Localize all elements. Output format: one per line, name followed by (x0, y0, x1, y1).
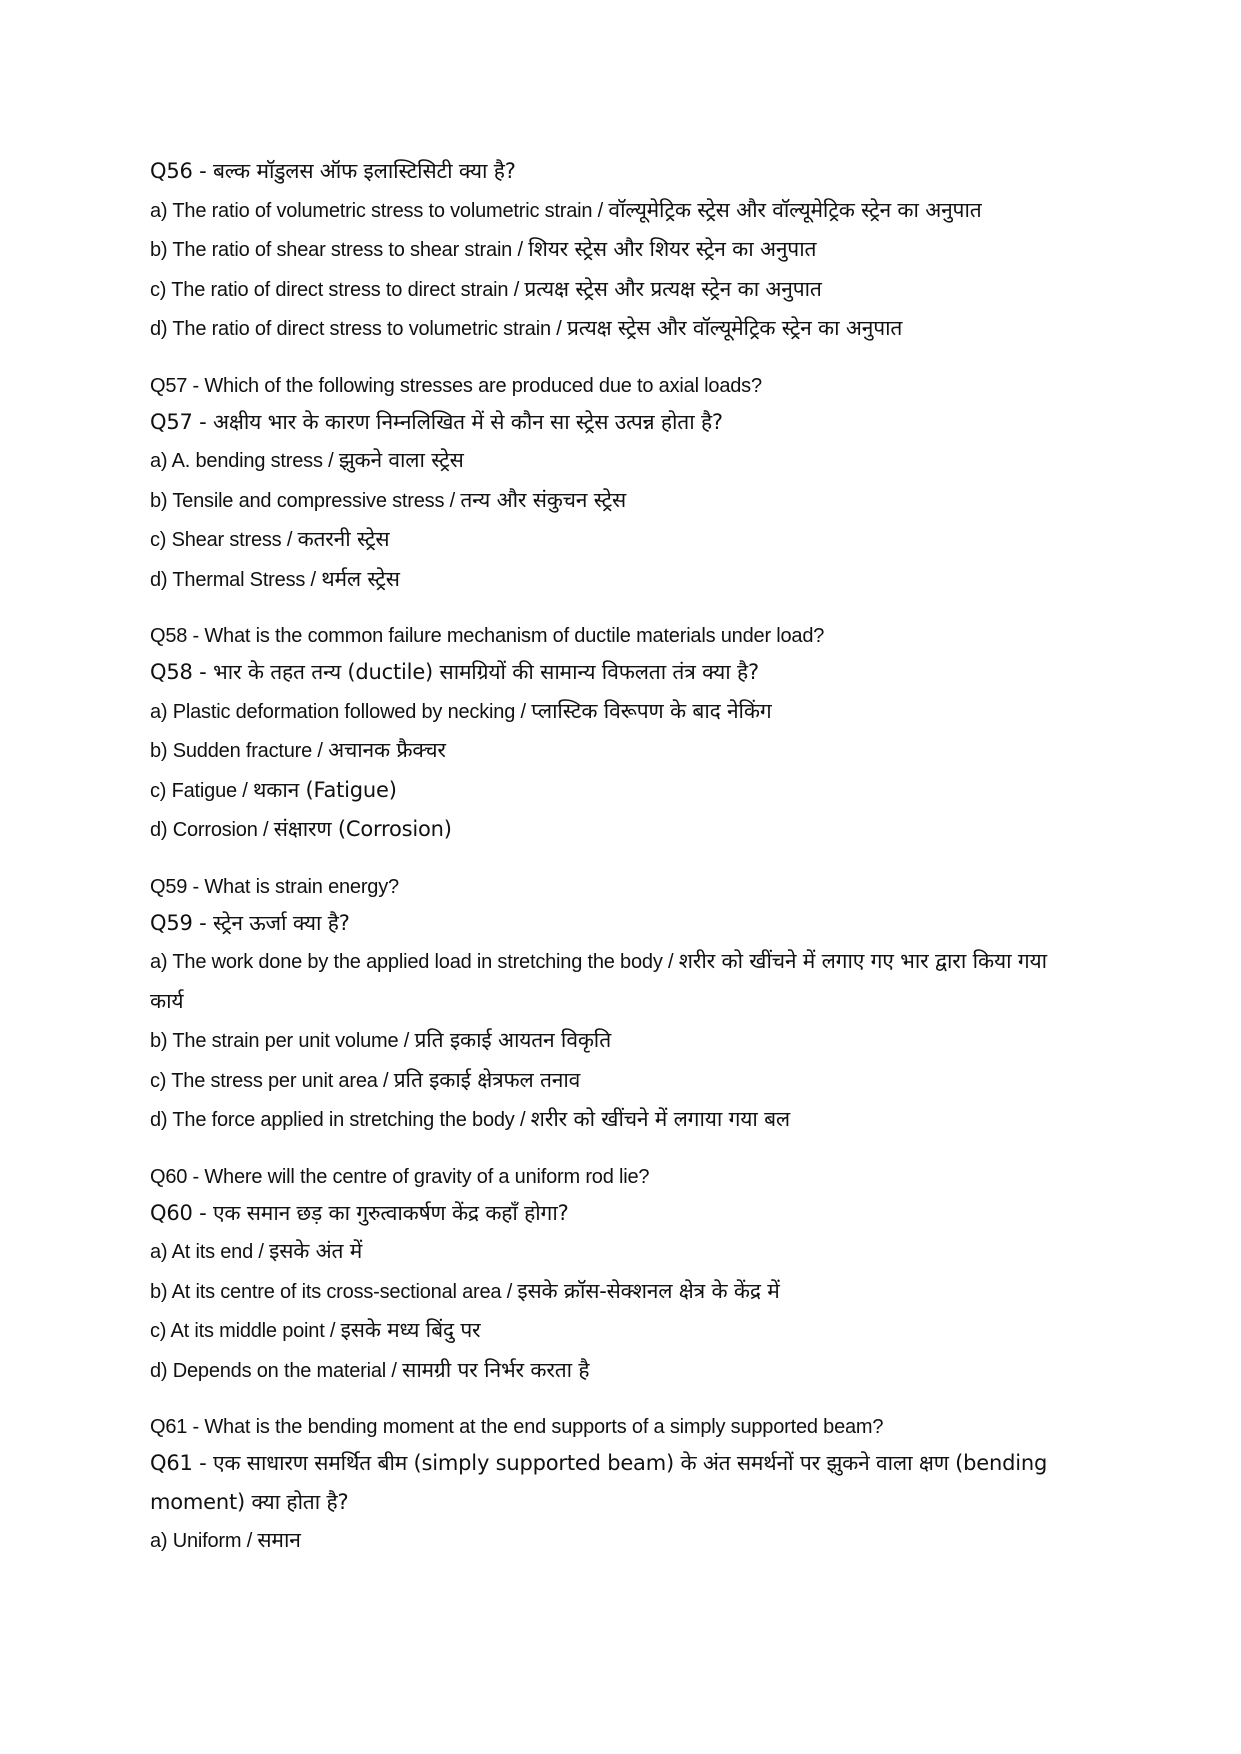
option-text-hi: प्रत्यक्ष स्ट्रेस और वॉल्यूमेट्रिक स्ट्रेन का अनुपात (566, 316, 903, 340)
option-c (150, 270, 1080, 310)
option-text-hi: कतरनी स्ट्रेस (297, 527, 390, 551)
question-q60 (150, 1160, 1080, 1391)
option-text-hi: इसके अंत में (269, 1239, 363, 1263)
option-text-en: d) Depends on the material / (150, 1359, 403, 1382)
option-b (150, 731, 1080, 771)
option-a (150, 1521, 1080, 1561)
option-text-en: c) The ratio of direct stress to direct strain / (150, 278, 525, 301)
question-q56 (150, 152, 1080, 349)
option-text-hi: सामग्री पर निर्भर करता है (402, 1357, 590, 1382)
question-prompt-english: Q58 - What is the common failure mechanism of ductile materials under load? (150, 625, 825, 647)
option-text-hi: समान (257, 1528, 301, 1552)
option-c (150, 520, 1080, 560)
option-text-hi: थर्मल स्ट्रेस (321, 566, 400, 591)
option-text-hi: संक्षारण (Corrosion) (273, 817, 452, 841)
option-text-en: c) Fatigue / (150, 779, 253, 802)
option-text-hi: प्रति इकाई आयतन विकृति (414, 1028, 611, 1052)
option-text-en: d) Corrosion / (150, 819, 274, 841)
option-b (150, 230, 1080, 270)
option-text-hi: वॉल्यूमेट्रिक स्ट्रेस और वॉल्यूमेट्रिक स्ट्रेन का अनुपात (608, 197, 982, 222)
option-text-en: d) The ratio of direct stress to volumetric strain / (150, 318, 567, 340)
question-prompt-hindi: Q57 - अक्षीय भार के कारण निम्नलिखित में से कौन सा स्ट्रेस उत्पन्न होता है? (150, 409, 723, 434)
option-a (150, 1232, 1080, 1272)
option-text-en: d) Thermal Stress / (150, 568, 322, 591)
option-text-en: b) The strain per unit volume / (150, 1030, 415, 1052)
option-text-en: a) The work done by the applied load in stretching the body / (150, 951, 679, 973)
option-text-hi: शरीर को खींचने में लगाया गया बल (530, 1107, 790, 1131)
option-d (150, 1351, 1080, 1391)
question-prompt-hindi: Q58 - भार के तहत तन्य (ductile) सामग्रियों की सामान्य विफलता तंत्र क्या है? (150, 660, 759, 684)
option-a (150, 191, 1080, 231)
option-text-hi: अचानक फ्रैक्चर (328, 738, 446, 762)
option-text-en: c) The stress per unit area / (150, 1069, 394, 1092)
option-text-en: a) Plastic deformation followed by necking / (150, 700, 532, 723)
option-text-en: c) At its middle point / (150, 1320, 341, 1342)
option-c (150, 771, 1080, 811)
option-text-en: b) At its centre of its cross-sectional area / (150, 1280, 518, 1303)
option-text-hi: प्लास्टिक विरूपण के बाद नेकिंग (531, 698, 772, 723)
question-prompt-english: Q60 - Where will the centre of gravity of a uniform rod lie? (150, 1165, 650, 1188)
question-prompt-hindi: Q56 - बल्क मॉडुलस ऑफ इलास्टिसिटी क्या है? (150, 159, 516, 183)
question-prompt-english: Q61 - What is the bending moment at the end supports of a simply supported beam? (150, 1416, 884, 1438)
question-prompt-english: Q57 - Which of the following stresses are produced due to axial loads? (150, 374, 762, 397)
option-text-hi: शियर स्ट्रेस और शियर स्ट्रेन का अनुपात (528, 237, 817, 261)
question-prompt-english: Q59 - What is strain energy? (150, 875, 399, 898)
option-text-hi: शरीर को खींचने में लगाए गए भार द्वारा किया गया कार्य (150, 949, 1047, 1013)
option-text-hi: इसके मध्य बिंदु पर (340, 1318, 481, 1342)
question-q59 (150, 870, 1080, 1140)
option-text-en: a) At its end / (150, 1241, 270, 1263)
option-a (150, 692, 1080, 732)
option-b (150, 481, 1080, 521)
option-text-en: a) The ratio of volumetric stress to volumetric strain / (150, 199, 609, 222)
question-prompt-hindi: Q59 - स्ट्रेन ऊर्जा क्या है? (150, 910, 350, 935)
option-b (150, 1272, 1080, 1312)
option-text-en: d) The force applied in stretching the body / (150, 1109, 531, 1131)
option-text-en: a) A. bending stress / (150, 450, 339, 472)
option-a (150, 441, 1080, 481)
question-q57 (150, 369, 1080, 600)
question-prompt-hindi: Q60 - एक समान छड़ का गुरुत्वाकर्षण केंद्र कहाँ होगा? (150, 1200, 569, 1225)
option-c (150, 1061, 1080, 1101)
question-q58 (150, 619, 1080, 850)
option-text-hi: इसके क्रॉस-सेक्शनल क्षेत्र के केंद्र में (517, 1278, 780, 1303)
option-text-hi: झुकने वाला स्ट्रेस (338, 448, 464, 472)
option-text-hi: थकान (Fatigue) (253, 777, 397, 802)
option-d (150, 560, 1080, 600)
option-d (150, 810, 1080, 850)
option-text-hi: तन्य और संकुचन स्ट्रेस (460, 487, 627, 512)
option-a (150, 942, 1080, 1021)
option-text-en: c) Shear stress / (150, 529, 298, 551)
option-text-hi: प्रत्यक्ष स्ट्रेस और प्रत्यक्ष स्ट्रेन का अनुपात (524, 276, 822, 301)
option-text-en: b) Tensile and compressive stress / (150, 489, 461, 512)
question-q61 (150, 1410, 1080, 1561)
exam-page (150, 152, 1080, 1581)
option-d (150, 309, 1080, 349)
option-text-en: b) The ratio of shear stress to shear strain / (150, 239, 529, 261)
option-text-en: b) Sudden fracture / (150, 740, 329, 762)
option-c (150, 1311, 1080, 1351)
question-prompt-hindi: Q61 - एक साधारण समर्थित बीम (simply supported beam) के अंत समर्थनों पर झुकने वाला क्षण (bending moment) क्या होता है? (150, 1451, 1048, 1514)
option-d (150, 1100, 1080, 1140)
option-text-hi: प्रति इकाई क्षेत्रफल तनाव (393, 1067, 581, 1092)
option-b (150, 1021, 1080, 1061)
option-text-en: a) Uniform / (150, 1530, 258, 1552)
